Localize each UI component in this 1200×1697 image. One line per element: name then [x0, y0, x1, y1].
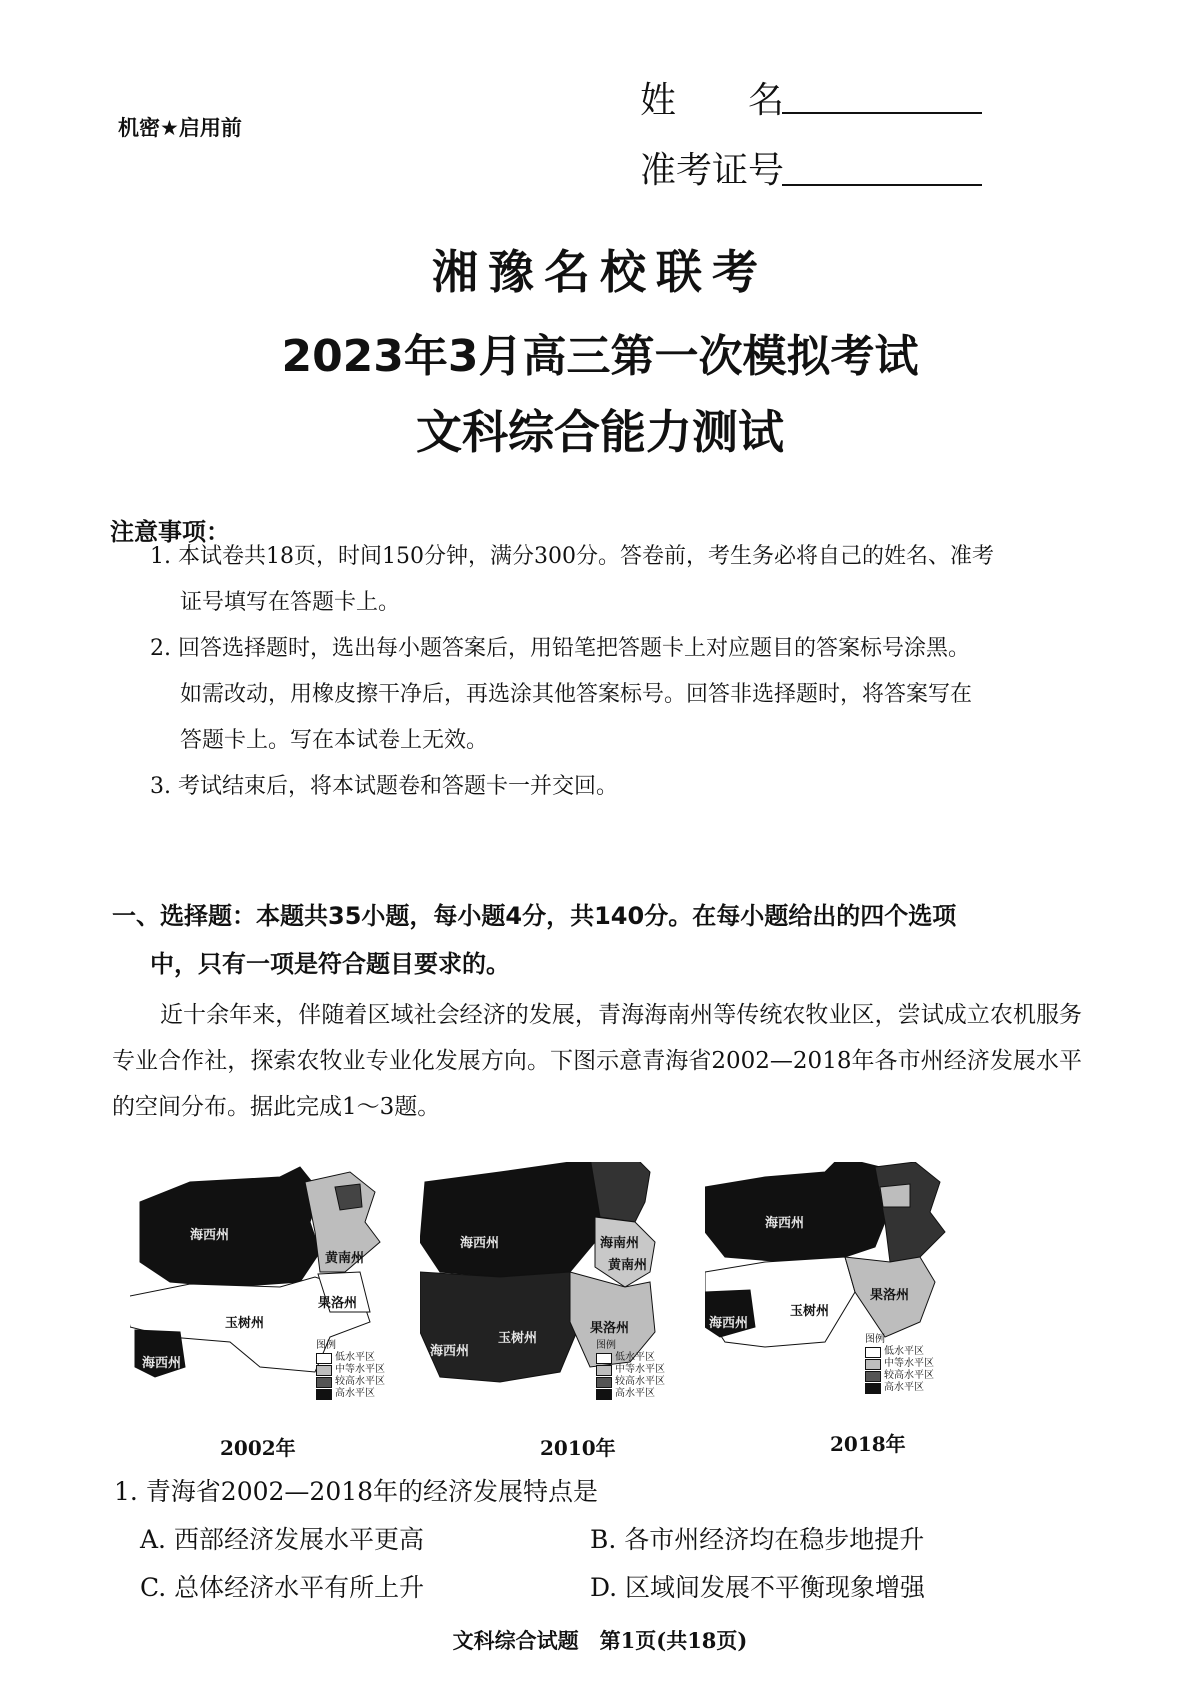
map-2010-label-guoluo: 果洛州 [590, 1321, 630, 1336]
map-2002-year: 2002年 [220, 1436, 296, 1460]
legend-swatch-mid [316, 1365, 332, 1376]
exam-id-label: 准考证号 [640, 150, 785, 191]
question-1-stem: 1. 青海省2002—2018年的经济发展特点是 [114, 1477, 599, 1506]
question-1-option-d[interactable]: D. 区域间发展不平衡现象增强 [590, 1573, 926, 1602]
legend-swatch-low [316, 1353, 332, 1364]
legend-swatch-high [865, 1383, 881, 1394]
map-2010-shapes [420, 1162, 720, 1422]
legend-swatch-mid [596, 1365, 612, 1376]
notice-item-1-line-2: 证号填写在答题卡上。 [180, 590, 401, 615]
map-2018-label-yushu: 玉树州 [790, 1304, 830, 1319]
notice-item-2-line-1: 2. 回答选择题时，选出每小题答案后，用铅笔把答题卡上对应题目的答案标号涂黑。 [150, 636, 970, 661]
legend-low: 低水平区 [335, 1352, 375, 1363]
notice-item-1-line-1: 1. 本试卷共18页，时间150分钟，满分300分。答卷前，考生务必将自己的姓名、准考 [150, 544, 994, 569]
map-2002 [130, 1162, 430, 1422]
legend-high-mid: 较高水平区 [615, 1376, 665, 1387]
legend-swatch-high-mid [316, 1377, 332, 1388]
legend-swatch-high-mid [865, 1371, 881, 1382]
map-2010-label-haixi: 海西州 [460, 1236, 500, 1251]
map-2002-legend [316, 1340, 385, 1400]
map-2018-label-guoluo: 果洛州 [870, 1288, 910, 1303]
question-1-option-c[interactable]: C. 总体经济水平有所上升 [140, 1573, 425, 1602]
legend-high-mid: 较高水平区 [884, 1370, 934, 1381]
map-2010-year: 2010年 [540, 1436, 616, 1460]
legend-swatch-high-mid [596, 1377, 612, 1388]
confidential-label: 机密★启用前 [118, 116, 242, 140]
map-2018-label-haixi: 海西州 [765, 1216, 805, 1231]
exam-id-field[interactable] [782, 184, 982, 186]
map-2018 [705, 1162, 1005, 1422]
question-1-option-a[interactable]: A. 西部经济发展水平更高 [140, 1525, 424, 1554]
notice-item-2-line-3: 答题卡上。写在本试卷上无效。 [180, 728, 489, 753]
map-2018-label-west: 海西州 [709, 1316, 749, 1331]
map-2002-label-west: 海西州 [142, 1356, 182, 1371]
exam-name-title: 2023年3月高三第一次模拟考试 [281, 331, 919, 382]
map-2010-label-yushu: 玉树州 [498, 1331, 538, 1346]
map-2002-shapes [130, 1162, 430, 1422]
map-2002-label-huangnan: 黄南州 [325, 1251, 365, 1266]
legend-high: 高水平区 [884, 1382, 924, 1393]
legend-high-mid: 较高水平区 [335, 1376, 385, 1387]
notice-item-3-line-1: 3. 考试结束后，将本试题卷和答题卡一并交回。 [150, 774, 618, 799]
notice-heading: 注意事项： [110, 518, 230, 546]
exam-org-title: 湘豫名校联考 [432, 245, 768, 299]
map-2002-legend-title: 图例 [316, 1340, 336, 1351]
legend-high: 高水平区 [615, 1388, 655, 1399]
map-2010-label-west: 海西州 [430, 1344, 470, 1359]
page-footer: 文科综合试题 第1页(共18页) [452, 1628, 748, 1653]
notice-item-2-line-2: 如需改动，用橡皮擦干净后，再选涂其他答案标号。回答非选择题时，将答案写在 [180, 682, 973, 707]
legend-swatch-low [596, 1353, 612, 1364]
section-heading-line-2: 中，只有一项是符合题目要求的。 [150, 950, 510, 978]
map-2002-label-yushu: 玉树州 [225, 1316, 265, 1331]
legend-low: 低水平区 [884, 1346, 924, 1357]
question-1-option-b[interactable]: B. 各市州经济均在稳步地提升 [590, 1525, 925, 1554]
subject-title: 文科综合能力测试 [416, 405, 784, 459]
legend-swatch-low [865, 1347, 881, 1358]
legend-low: 低水平区 [615, 1352, 655, 1363]
map-2010-label-hainan: 海南州 [600, 1236, 640, 1251]
legend-high: 高水平区 [335, 1388, 375, 1399]
map-2002-label-guoluo: 果洛州 [318, 1296, 358, 1311]
map-2010-label-huangnan: 黄南州 [608, 1258, 648, 1273]
map-2002-label-haixi: 海西州 [190, 1228, 230, 1243]
map-2010-legend-title: 图例 [596, 1340, 616, 1351]
intro-paragraph: 近十余年来，伴随着区域社会经济的发展，青海海南州等传统农牧业区，尝试成立农机服务专业合作社，探索农牧业专业化发展方向。下图示意青海省2002—2018年各市州经济发展水平的空间分布。据此完成1～3题。 [112, 1002, 1082, 1120]
name-label: 姓 名 [640, 80, 785, 121]
map-2010-legend [596, 1340, 665, 1400]
legend-swatch-mid [865, 1359, 881, 1370]
map-2018-legend-title: 图例 [865, 1334, 885, 1345]
legend-mid: 中等水平区 [335, 1364, 385, 1375]
map-2018-year: 2018年 [830, 1432, 906, 1456]
map-2018-shapes [705, 1162, 1005, 1422]
map-2018-legend [865, 1334, 934, 1394]
section-heading-line-1: 一、选择题：本题共35小题，每小题4分，共140分。在每小题给出的四个选项 [112, 902, 957, 930]
legend-swatch-high [316, 1389, 332, 1400]
legend-swatch-high [596, 1389, 612, 1400]
legend-mid: 中等水平区 [615, 1364, 665, 1375]
map-2010 [420, 1162, 720, 1422]
name-field[interactable] [782, 112, 982, 114]
legend-mid: 中等水平区 [884, 1358, 934, 1369]
